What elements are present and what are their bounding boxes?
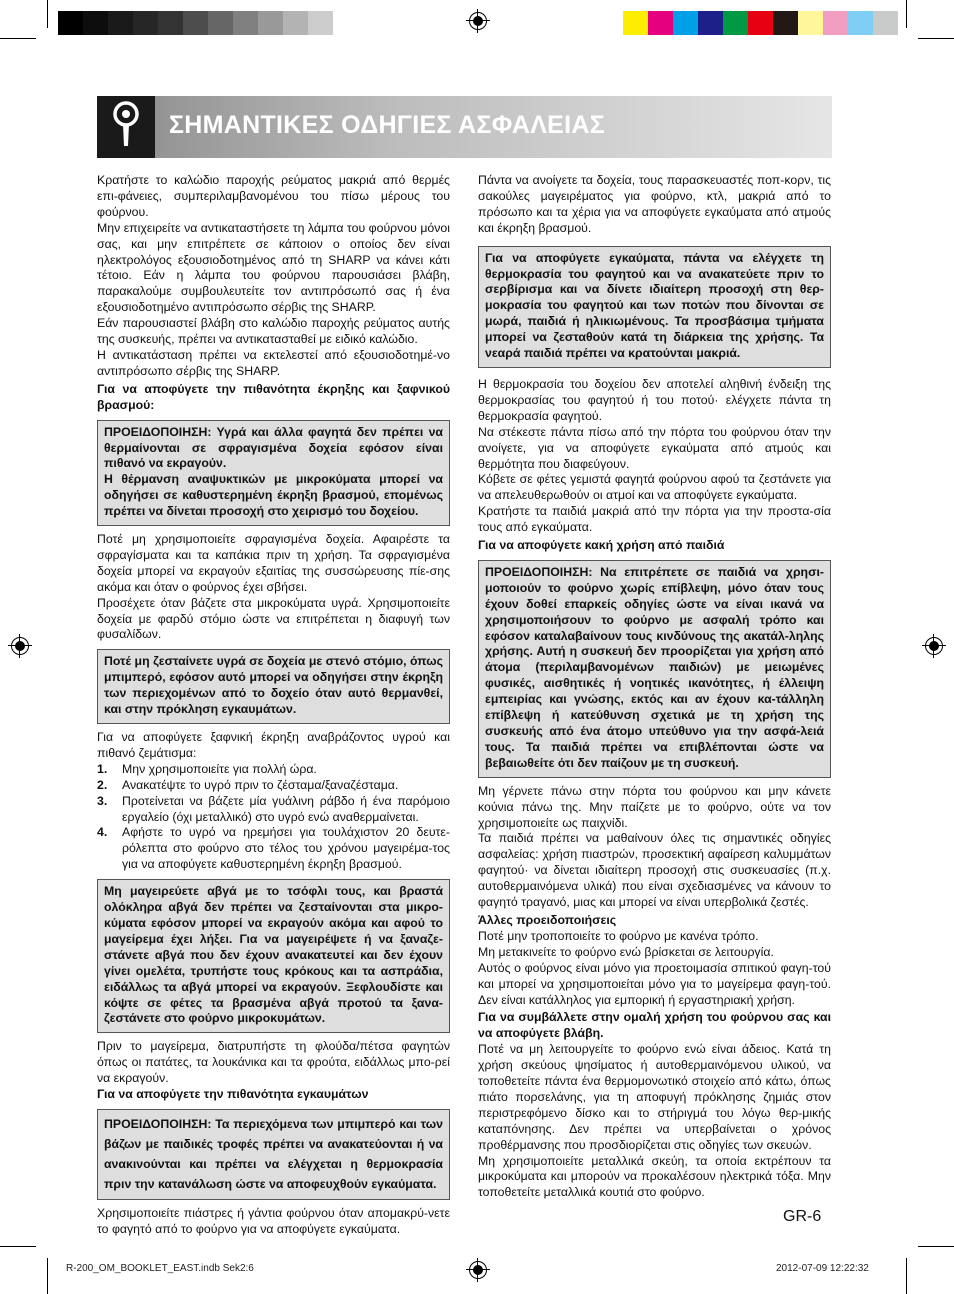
warning-text: ΠΡΟΕΙΔΟΠΟΙΗΣΗ: Τα περιεχόμενα των μπιμπερό και των βάζων με παιδικές τροφές πρέπει να ανακατεύονται ή να ανακινούνται και πρέπει να ελέγχεται η θερμοκρασία πριν την κατανάλωση ώστε να αποφευχθούν εγκαύματα. — [104, 1116, 443, 1191]
section-heading: Για να συμβάλλετε στην ομαλή χρήση του φούρνου σας και να αποφύγετε βλάβη. — [478, 1010, 831, 1041]
warning-text: ΠΡΟΕΙΔΟΠΟΙΗΣΗ: Να επιτρέπετε σε παιδιά να χρησι-μοποιούν το φούρνο χωρίς επίβλεψη, μόνο όταν τους έχουν δοθεί επαρκείς οδηγίες ώστε να είναι ικανά να χρησιμοποιήσουν το φούρνο με ασφαλή τρόπο και εφόσον καταλαβαίνουν τους κινδύνους της ακατάλ-ληλης χρήσης. Αυτή η συσκευή δεν προορίζεται για χρήση από άτομα (περιλαμβανομένων παιδιών) με μειωμένες φυσικές, αισθητικές ή νοητικές ικανότητες, ή έλλειψη εμπειρίας και γνώσης, εκτός και αν έχουν κα-τάλληλη επίβλεψη ή κατεύθυνση σχετικά με τη χρήση της συσκευής από ένα άτομο υπεύθυνο για την ασφά-λειά τους. Τα παιδιά πρέπει να επιβλέπονται ώστε να βεβαιωθείτε ότι δεν παίζουν με τη συσκευή. — [485, 564, 824, 770]
paragraph: Εάν παρουσιαστεί βλάβη στο καλώδιο παροχής ρεύματος αυτής της συσκευής, πρέπει να αντικατασταθεί με ειδικό καλώδιο. — [97, 316, 450, 347]
paragraph: Η αντικατάσταση πρέπει να εκτελεστεί από εξουσιοδοτημέ-νο αντιπρόσωπο σέρβις της SHARP. — [97, 347, 450, 378]
section-heading: Για να αποφύγετε την πιθανότητα εγκαυμάτων — [97, 1087, 369, 1102]
paragraph: Κρατήστε τα παιδιά μακριά από την πόρτα για την προστα-σία τους από εγκαύματα. — [478, 504, 831, 535]
crop-mark — [918, 1246, 954, 1247]
paragraph: Ποτέ να μη λειτουργείτε το φούρνο ενώ είναι άδειος. Κατά τη χρήση σκεύους ψησίματος ή αυτοθερμαινόμενου υλικού, να τοποθετείτε πάντα ένα θερμομονωτικό στοιχείο από κάτω, όπως πιάτο πορσελάνης, για τη αποφυγή πρόκλησης ζημιάς στον περιστρεφόμενο δίσκο και το στήριγμά του λόγω θερ-μικής καταπόνησης. Δεν πρέπει να υπερβαίνεται ο χρόνος προθέρμανσης που προσδιορίζεται στις οδηγίες των σκευών. — [478, 1042, 831, 1152]
paragraph: Μη γέρνετε πάνω στην πόρτα του φούρνου και μην κάνετε κούνια πάνω της. Μην παίζετε με το φούρνο, ούτε να τον χρησιμοποιείτε ως παιχνίδι. — [478, 783, 831, 830]
paragraph: Μη χρησιμοποιείτε μεταλλικά σκεύη, τα οποία εκτρέπουν τα μικροκύματα και μπορούν να προκαλέσουν ηλεκτρικά τόξα. Μην τοποθετείτε μεταλλικά κουτιά στο φούρνο. — [478, 1153, 831, 1200]
warning-text: Ποτέ μη ζεσταίνετε υγρά σε δοχεία με στενό στόμιο, όπως μπιμπερό, εφόσον αυτό μπορεί να οδηγήσει στην έκρηξη των περιεχομένων από το δοχείο όταν αυτό θερμανθεί, και στην πρόκληση εγκαυμάτων. — [104, 654, 443, 717]
warning-text: ΠΡΟΕΙΔΟΠΟΙΗΣΗ: Υγρά και άλλα φαγητά δεν πρέπει να θερμαίνονται σε σφραγισμένα δοχεία εφόσον είναι πιθανό να εκραγούν. — [104, 424, 443, 471]
section-heading: Άλλες προειδοποιήσεις — [478, 912, 617, 927]
paragraph: Αυτός ο φούρνος είναι μόνο για προετοιμασία σπιτικού φαγη-τού και μπορεί να χρησιμοποιείται μόνο για το μαγείρεμα φαγη-τού. Δεν είναι κατάλληλος για εμπορική ή εργαστηριακή χρήση. — [478, 960, 831, 1007]
paragraph: Ποτέ μην τροποποιείτε το φούρνο με κανένα τρόπο. — [478, 928, 759, 943]
list-item: 3. Προτείνεται να βάζετε μία γυάλινη ράβδο ή ένα παρόμοιο εργαλείο (όχι μεταλλικό) στο υγρό ενώ αναθερμαίνεται. — [97, 793, 450, 824]
warning-box — [97, 879, 450, 1033]
section-heading: Για να αποφύγετε την πιθανότητα έκρηξης και ξαφνικού βρασμού: — [97, 381, 450, 412]
crop-mark — [906, 1258, 907, 1294]
warning-box — [97, 649, 450, 724]
registration-mark — [11, 637, 29, 655]
section-heading: Για να αποφύγετε κακή χρήση από παιδιά — [478, 538, 725, 553]
registration-mark — [925, 637, 943, 655]
crop-mark — [0, 1246, 36, 1247]
paragraph: Μη μετακινείτε το φούρνο ενώ βρίσκεται σε λειτουργία. — [478, 944, 774, 959]
list-item: 1. Μην χρησιμοποιείτε για πολλή ώρα. — [97, 761, 317, 776]
paragraph: Για να αποφύγετε ξαφνική έκρηξη αναβράζοντος υγρού και πιθανό ζεμάτισμα: — [97, 730, 450, 760]
page-title: ΣΗΜΑΝΤΙΚΕΣ ΟΔΗΓΙΕΣ ΑΣΦΑΛΕΙΑΣ — [169, 111, 606, 139]
left-column — [97, 173, 450, 1238]
paragraph: Πάντα να ανοίγετε τα δοχεία, τους παρασκευαστές ποπ-κορν, τις σακούλες μαγειρέματος για φούρνο, κτλ, μακριά από το πρόσωπο και τα χέρια για να αποφύγετε εγκαύματα από ατμούς και έκρηξη βρασμού. — [478, 173, 831, 235]
footer-file-info: R-200_OM_BOOKLET_EAST.indb Sek2:6 — [66, 1263, 254, 1274]
warning-text: Για να αποφύγετε εγκαύματα, πάντα να ελέγχετε τη θερμοκρασία του φαγητού και να ανακατεύετε πριν το σερβίρισμα και να δίνετε ιδιαίτερη προσοχή στη θερ-μοκρασία του φαγητού και των ποτών που δίνονται σε μωρά, παιδιά ή ηλικιωμένους. Τα προσβάσιμα τμήματα μπορεί να ζεσταθούν κατά τη διάρκεια της χρήσης. Τα νεαρά παιδιά πρέπει να κρατούνται μακριά. — [485, 250, 824, 361]
list-item: 2. Ανακατέψτε το υγρό πριν το ζέσταμα/ξαναζέσταμα. — [97, 777, 399, 792]
paragraph: Τα παιδιά πρέπει να μαθαίνουν όλες τις σημαντικές οδηγίες ασφαλείας: χρήση πιαστρών, προσεκτική αφαίρεση καλυμμάτων φαγητού· να δίνεται ιδιαίτερη προσοχή στις συσκευασίες (π.χ. αυτοθερμαινόμενα υλικά) που είναι σχεδιασμένες να κάνουν το φαγητό τραγανό, μιας και μπορεί να είναι υπερβολικά ζεστές. — [478, 831, 831, 910]
registration-mark — [469, 12, 487, 30]
warning-text: Η θέρμανση αναψυκτικών με μικροκύματα μπορεί να οδηγήσει σε καθυστερημένη έκρηξη βρασμού, επομένως πρέπει να δίνεται προσοχή στο χειρισμό του δοχείου. — [104, 472, 443, 519]
paragraph: Μην επιχειρείτε να αντικαταστήσετε τη λάμπα του φούρνου μόνοι σας, και μην επιτρέπετε σε κάποιον ο οποίος δεν είναι ηλεκτρολόγος εξουσιοδοτημένος από τη SHARP να κάνει κάτι τέτοιο. Εάν η λάμπα του φούρνου παρουσιάσει βλάβη, παρακαλούμε συμβουλευτείτε τον αντιπρόσωπό σας ή ένα εξουσιοδοτημένο αντιπρόσωπο σέρβις της SHARP. — [97, 220, 450, 315]
footer-timestamp: 2012-07-09 12:22:32 — [776, 1263, 869, 1274]
warning-box — [478, 246, 831, 368]
crop-mark — [906, 0, 907, 28]
page-number: GR-6 — [783, 1208, 822, 1225]
crop-mark — [47, 1258, 48, 1294]
section-header-banner — [97, 96, 832, 158]
info-icon — [97, 96, 155, 158]
paragraph: Χρησιμοποιείτε πιάστρες ή γάντια φούρνου όταν απομακρύ-νετε το φαγητό από το φούρνο για να αποφύγετε εγκαύματα. — [97, 1205, 450, 1236]
crop-mark — [918, 38, 954, 39]
paragraph: Κόβετε σε φέτες γεμιστά φαγητά φούρνου αφού τα ζεστάνετε για να απελευθερωθούν οι ατμοί και να αποφύγετε εγκαύματα. — [478, 472, 831, 503]
paragraph: Προσέχετε όταν βάζετε στα μικροκύματα υγρά. Χρησιμοποιείτε δοχεία με φαρδύ στόμιο ώστε να επιτρέπεται η διαφυγή των φυσαλίδων. — [97, 595, 450, 642]
right-column — [478, 173, 831, 1201]
paragraph: Η θερμοκρασία του δοχείου δεν αποτελεί αληθινή ένδειξη της θερμοκρασίας του φαγητού ή του ποτού· ελέγχετε πάντα τη θερμοκρασία φαγητού. — [478, 376, 831, 423]
paragraph: Κρατήστε το καλώδιο παροχής ρεύματος μακριά από θερμές επι-φάνειες, συμπεριλαμβανομένου του πίσω μέρους του φούρνου. — [97, 173, 450, 219]
crop-mark — [0, 38, 36, 39]
paragraph: Ποτέ μη χρησιμοποιείτε σφραγισμένα δοχεία. Αφαιρέστε τα σφραγίσματα και τα καπάκια πριν τη χρήση. Τα σφραγισμένα δοχεία μπορεί να εκραγούν εξαιτίας της συσσώρευσης πίε-σης ακόμα και όταν ο φούρνος έχει σβήσει. — [97, 532, 450, 594]
list-item: 4. Αφήστε το υγρό να ηρεμήσει για τουλάχιστον 20 δευτε-ρόλεπτα στο φούρνο στο τέλος του χρόνου μαγειρέμα-τος για να αποφύγετε καθυστερημένη έκρηξη βρασμού. — [97, 825, 450, 872]
paragraph: Να στέκεστε πάντα πίσω από την πόρτα του φούρνου όταν την ανοίγετε, για να αποφύγετε εγκαύματα από ατμούς και θερμότητα που διαφεύγουν. — [478, 424, 831, 471]
crop-mark — [47, 0, 48, 28]
registration-mark — [469, 1261, 487, 1279]
warning-box — [97, 420, 450, 526]
warning-box — [97, 1109, 450, 1200]
paragraph: Πριν το μαγείρεμα, διατρυπήστε τη φλούδα/πέτσα φαγητών όπως οι πατάτες, τα λουκάνικα και τα φρούτα, ειδάλλως μπο-ρεί να εκραγούν. — [97, 1039, 450, 1086]
numbered-list — [97, 762, 450, 873]
warning-text: Μη μαγειρεύετε αβγά με το τσόφλι τους, και βραστά ολόκληρα αβγά δεν πρέπει να ζεσταίνονται στα μικρο-κύματα εφόσον μπορεί να εκραγούν ακόμα και αφού το μαγείρεμα έχει λήξει. Για να μαγειρέψετε ή να ξαναζε-στάνετε αβγά που δεν έχουν ανακατευτεί και δεν έχουν γίνει ομελέτα, τρυπήστε τους κρόκους και τα ασπράδια, ειδάλλως τα αβγά μπορεί να εκραγούν. Ξεφλουδίστε και κόψτε σε φέτες τα βρασμένα αβγά προτού τα ξανα-ζεστάνετε στο φούρνο μικροκυμάτων. — [104, 884, 443, 1026]
warning-box — [478, 560, 831, 778]
